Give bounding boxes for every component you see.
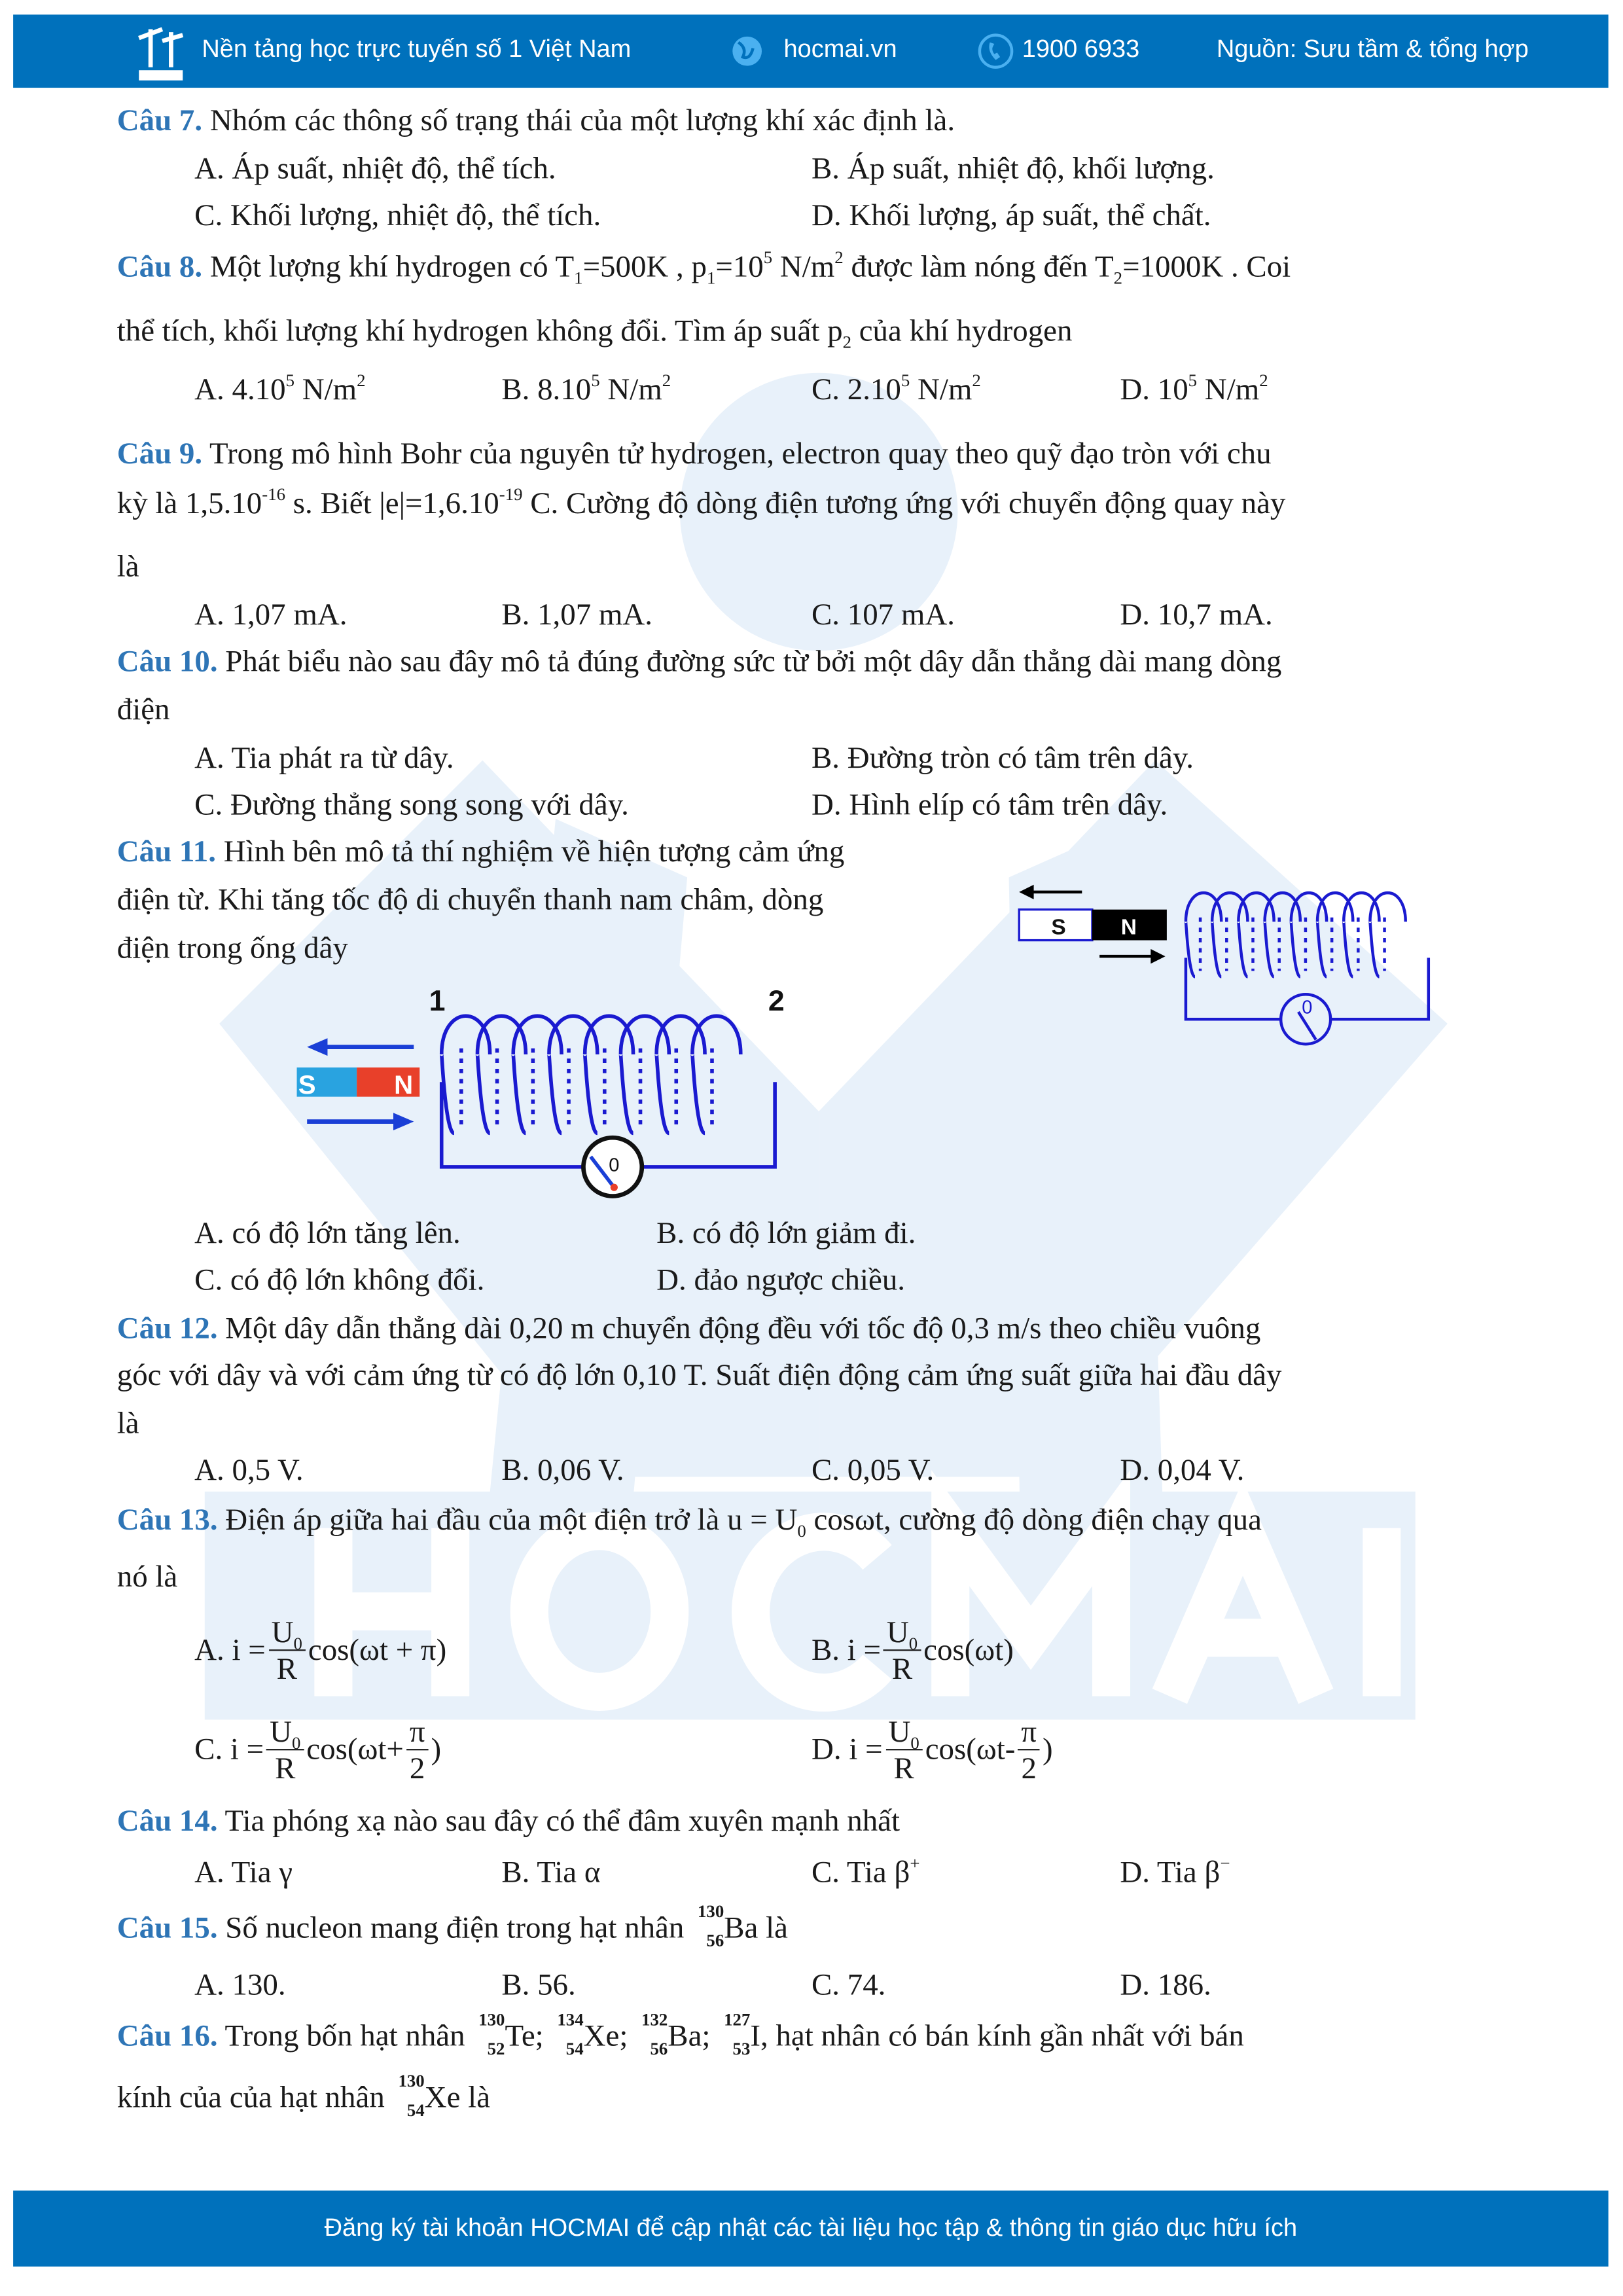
q15-option-a — [194, 1965, 285, 2003]
superscript: -19 — [499, 484, 523, 505]
text-segment: N/m — [1197, 371, 1260, 407]
magnet-n-label: N — [394, 1070, 414, 1100]
numerator: π — [1018, 1713, 1040, 1750]
mass-number: 130 — [398, 2070, 425, 2091]
fraction — [267, 1713, 304, 1785]
q15-stem — [116, 1901, 788, 1951]
atomic-number: 53 — [732, 2038, 751, 2059]
superscript: 2 — [662, 370, 671, 391]
element-symbol: Ba — [724, 1909, 758, 1945]
element-symbol: I — [750, 2018, 760, 2053]
text-segment: C. 107 mA. — [811, 596, 955, 632]
arrow-right-icon — [393, 1113, 414, 1130]
text-segment: C. Tia β — [811, 1854, 910, 1890]
superscript: 5 — [1188, 370, 1198, 391]
text-segment: A. có độ lớn tăng lên. — [194, 1215, 461, 1251]
mass-number: 130 — [698, 1901, 724, 1922]
text-segment: B. 56. — [501, 1966, 576, 2002]
element-symbol: Xe — [424, 2079, 461, 2115]
text-segment: ; — [535, 2018, 552, 2053]
text-segment: D. Hình elíp có tâm trên dây. — [811, 786, 1168, 822]
superscript: 5 — [591, 370, 600, 391]
text-segment: D. 0,04 V. — [1120, 1452, 1245, 1488]
text-segment: C. Khối lượng, nhiệt độ, thể tích. — [194, 197, 601, 233]
atomic-number: 56 — [706, 1930, 724, 1951]
q12-label: Câu 12. — [116, 1310, 218, 1346]
text-segment: =500K , p — [582, 248, 707, 284]
q7-label: Câu 7. — [116, 102, 203, 138]
galvanometer-zero: 0 — [609, 1155, 620, 1176]
q15-option-c — [812, 1965, 885, 2003]
q14-label: Câu 14. — [116, 1803, 218, 1839]
fraction-pi — [1018, 1713, 1040, 1785]
denominator: 2 — [1021, 1750, 1037, 1785]
formula-body: cos(ωt+ — [306, 1731, 404, 1767]
q12-stem-line3 — [117, 1404, 139, 1442]
nuclide-notation — [551, 2009, 584, 2059]
q12-option-b — [501, 1450, 624, 1488]
q14-option-c — [812, 1853, 920, 1891]
superscript: 5 — [285, 370, 295, 391]
text-segment: B. 1,07 mA. — [501, 596, 653, 632]
text-segment: Hình bên mô tả thí nghiệm về hiện tượng cảm ứng — [215, 833, 845, 869]
text-segment: B. 0,06 V. — [501, 1452, 624, 1488]
atomic-number: 54 — [406, 2100, 425, 2121]
text-segment: được làm nóng đến T — [843, 248, 1114, 284]
text-segment: N/m — [294, 371, 357, 407]
text-segment: C. 74. — [811, 1966, 886, 2002]
q13-option-c — [194, 1713, 441, 1785]
galvanometer-zero: 0 — [1302, 997, 1313, 1018]
nuclide-notation — [718, 2009, 751, 2059]
text-segment: ; — [702, 2018, 719, 2053]
fraction-pi — [406, 1713, 428, 1785]
text-segment: D. Khối lượng, áp suất, thể chất. — [811, 197, 1211, 233]
q11-option-b — [656, 1213, 916, 1251]
text-segment: B. Áp suất, nhiệt độ, khối lượng. — [811, 151, 1215, 186]
header-tagline: Nền tảng học trực tuyến số 1 Việt Nam — [202, 35, 632, 63]
text-segment: Phát biểu nào sau đây mô tả đúng đường sức từ bởi một dây dẫn thẳng dài mang dòng — [217, 643, 1282, 679]
numerator-subscript: 0 — [291, 1732, 301, 1753]
text-segment: A. 4.10 — [194, 371, 286, 407]
text-segment: kính của của hạt nhân — [116, 2079, 393, 2115]
superscript: 5 — [901, 370, 910, 391]
denominator: R — [276, 1651, 297, 1687]
text-segment: A. 1,07 mA. — [194, 596, 348, 632]
formula-end: ) — [1043, 1731, 1053, 1767]
text-segment: B. Đường tròn có tâm trên dây. — [811, 740, 1194, 776]
header-website-link[interactable]: hocmai.vn — [783, 35, 897, 63]
nuclide-notation — [635, 2009, 668, 2059]
figure-left-magnet-coil — [297, 985, 785, 1196]
formula-prefix: A. i = — [194, 1632, 266, 1667]
header-source: Nguồn: Sưu tầm & tổng hợp — [1216, 35, 1529, 63]
q11-option-a — [194, 1213, 461, 1251]
text-segment: D. 186. — [1120, 1966, 1211, 2002]
q14-option-a — [194, 1853, 293, 1891]
superscript: − — [1220, 1852, 1230, 1874]
q16-stem — [116, 2009, 1244, 2059]
q15-option-b — [501, 1965, 575, 2003]
text-segment: N/m — [772, 248, 835, 284]
text-segment: D. 10 — [1120, 371, 1188, 407]
atomic-number: 52 — [487, 2038, 505, 2059]
numerator-text: U — [271, 1614, 294, 1650]
formula-prefix: D. i = — [811, 1731, 883, 1767]
text-segment: , hạt nhân có bán kính gần nhất với bán — [760, 2018, 1244, 2053]
formula-body: cos(ωt- — [925, 1731, 1016, 1767]
q15-label: Câu 15. — [116, 1909, 218, 1945]
nuclide-notation — [692, 1901, 724, 1951]
text-segment: A. Tia γ — [194, 1854, 293, 1890]
solenoid-coil — [442, 1016, 741, 1133]
text-segment: C. Cường độ dòng điện tương ứng với chuyển động quay này — [522, 485, 1286, 521]
fraction — [883, 1615, 920, 1686]
q12-stem — [117, 1309, 1261, 1347]
numerator — [883, 1614, 920, 1654]
denominator: R — [893, 1750, 914, 1785]
text-segment: B. 8.10 — [501, 371, 592, 407]
q16-label: Câu 16. — [116, 2018, 218, 2053]
solenoid-coil — [1186, 893, 1406, 977]
coil-end-1-label: 1 — [429, 984, 446, 1017]
q13-stem-line2 — [117, 1557, 178, 1595]
fraction — [885, 1713, 922, 1785]
text-segment: A. Tia phát ra từ dây. — [194, 740, 454, 776]
formula-prefix: B. i = — [811, 1632, 881, 1667]
footer-bar — [13, 2191, 1609, 2267]
text-segment: D. Tia β — [1120, 1854, 1221, 1890]
superscript: -16 — [262, 484, 286, 505]
text-segment: Trong bốn hạt nhân — [217, 2018, 473, 2053]
numerator-text: U — [888, 1713, 911, 1749]
superscript: 5 — [763, 247, 773, 268]
q8-label: Câu 8. — [116, 248, 203, 284]
text-segment: C. Đường thẳng song song với dây. — [194, 786, 629, 822]
denominator: R — [891, 1651, 913, 1687]
numerator — [885, 1713, 922, 1753]
subscript: 1 — [574, 267, 583, 289]
text-segment: của khí hydrogen — [851, 313, 1073, 348]
numerator-subscript: 0 — [293, 1633, 302, 1654]
coil-end-2-label: 2 — [768, 984, 785, 1017]
subscript: 1 — [706, 267, 716, 289]
superscript: 2 — [834, 247, 844, 268]
text-segment: =1000K . Coi — [1122, 248, 1291, 284]
nuclide-notation — [473, 2009, 505, 2059]
text-segment: A. Áp suất, nhiệt độ, thể tích. — [194, 151, 556, 186]
text-segment: thể tích, khối lượng khí hydrogen không đổi. Tìm áp suất p — [116, 313, 843, 348]
subscript: 2 — [1113, 267, 1123, 289]
text-segment: ; — [619, 2018, 636, 2053]
numerator — [267, 1713, 304, 1753]
q11-option-d — [656, 1261, 905, 1299]
text-segment: nó là — [116, 1558, 178, 1594]
q14-option-b — [501, 1853, 600, 1891]
q15-option-d — [1120, 1965, 1211, 2003]
q16-stem-line2 — [116, 2070, 491, 2121]
q11-label: Câu 11. — [116, 833, 216, 869]
mass-number: 134 — [557, 2009, 584, 2030]
arrow-left-icon — [1019, 885, 1033, 899]
q12-stem-line2 — [117, 1355, 1282, 1393]
footer-text[interactable]: Đăng ký tài khoản HOCMAI để cập nhật các tài liệu học tập & thông tin giáo dục hữu ích — [324, 2214, 1298, 2242]
text-segment: Điện áp giữa hai đầu của một điện trở là u = U — [217, 1501, 798, 1537]
text-segment: Nhóm các thông số trạng thái của một lượng khí xác định là. — [202, 102, 955, 138]
text-segment: là — [758, 1909, 788, 1945]
text-segment: =10 — [715, 248, 764, 284]
text-segment: B. Tia α — [501, 1854, 601, 1890]
text-segment: Trong mô hình Bohr của nguyên tử hydrogen, electron quay theo quỹ đạo tròn với chu — [202, 435, 1272, 471]
nuclide-notation — [393, 2070, 425, 2121]
denominator: R — [275, 1750, 296, 1785]
q10-label: Câu 10. — [116, 643, 218, 679]
text-segment: A. 0,5 V. — [194, 1452, 304, 1488]
numerator-text: U — [886, 1614, 909, 1650]
q14-option-d — [1120, 1853, 1230, 1891]
superscript: 2 — [972, 370, 981, 391]
magnet-s-label: S — [1051, 915, 1066, 940]
figure-right-magnet-coil — [1019, 885, 1429, 1045]
text-segment: điện trong ống dây — [116, 929, 348, 965]
text-segment: C. 0,05 V. — [811, 1452, 935, 1488]
mass-number: 127 — [724, 2009, 751, 2030]
subscript: 0 — [797, 1520, 806, 1541]
text-segment: D. đảo ngược chiều. — [656, 1262, 906, 1297]
text-segment: là — [460, 2079, 491, 2115]
element-symbol: Te — [505, 2018, 535, 2053]
magnet-s-label: S — [298, 1070, 316, 1100]
magnet-n-label: N — [1120, 915, 1137, 940]
text-segment: Một lượng khí hydrogen có T — [202, 248, 575, 284]
text-segment: B. có độ lớn giảm đi. — [656, 1215, 916, 1251]
q13-stem — [116, 1500, 1262, 1541]
formula-body: cos(ωt) — [923, 1632, 1014, 1667]
text-segment: điện từ. Khi tăng tốc độ di chuyển thanh nam châm, dòng — [116, 882, 824, 917]
element-symbol: Ba — [668, 2018, 702, 2053]
text-segment: C. 2.10 — [811, 371, 901, 407]
formula-end: ) — [431, 1731, 442, 1767]
text-segment: C. có độ lớn không đổi. — [194, 1262, 485, 1297]
atomic-number: 56 — [650, 2038, 668, 2059]
formula-prefix: C. i = — [194, 1731, 264, 1767]
denominator: 2 — [409, 1750, 425, 1785]
q13-label: Câu 13. — [116, 1501, 218, 1537]
text-segment: Tia phóng xạ nào sau đây có thể đâm xuyên mạnh nhất — [217, 1803, 901, 1839]
q13-option-b — [812, 1615, 1014, 1686]
header-phone: 1900 6933 — [1022, 35, 1140, 63]
q13-option-a — [194, 1615, 446, 1686]
subscript: 2 — [842, 332, 852, 353]
superscript: 2 — [1259, 370, 1268, 391]
atomic-number: 54 — [565, 2038, 584, 2059]
numerator-subscript: 0 — [910, 1732, 919, 1753]
q11-option-c — [194, 1261, 484, 1299]
q14-stem — [117, 1802, 900, 1840]
superscript: + — [910, 1852, 920, 1874]
numerator — [268, 1614, 305, 1654]
text-segment: là — [116, 548, 139, 584]
text-segment: Số nucleon mang điện trong hạt nhân — [217, 1909, 692, 1945]
q12-option-c — [812, 1450, 934, 1488]
element-symbol: Xe — [583, 2018, 620, 2053]
q9-label: Câu 9. — [116, 435, 203, 471]
q12-option-d — [1120, 1450, 1244, 1488]
text-segment: N/m — [910, 371, 972, 407]
text-segment: D. 10,7 mA. — [1120, 596, 1273, 632]
formula-body: cos(ωt + π) — [308, 1632, 447, 1667]
q12-option-a — [194, 1450, 303, 1488]
q13-option-d — [812, 1713, 1053, 1785]
arrow-left-icon — [307, 1038, 327, 1056]
mass-number: 130 — [478, 2009, 505, 2030]
numerator-subscript: 0 — [908, 1633, 918, 1654]
text-segment: là — [116, 1405, 139, 1441]
mass-number: 132 — [641, 2009, 668, 2030]
text-segment: Một dây dẫn thẳng dài 0,20 m chuyển động đều với tốc độ 0,3 m/s theo chiều vuông — [217, 1310, 1261, 1346]
text-segment: s. Biết |e|=1,6.10 — [285, 485, 499, 521]
fraction — [268, 1615, 305, 1686]
text-segment: A. 130. — [194, 1966, 286, 2002]
text-segment: điện — [116, 691, 170, 727]
text-segment: N/m — [599, 371, 662, 407]
numerator-text: U — [270, 1713, 292, 1749]
text-segment: cosωt, cường độ dòng điện chạy qua — [806, 1501, 1262, 1537]
text-segment: kỳ là 1,5.10 — [116, 485, 262, 521]
superscript: 2 — [357, 370, 366, 391]
text-segment: góc với dây và với cảm ứng từ có độ lớn 0,10 T. Suất điện động cảm ứng suất giữa hai đầu dây — [116, 1357, 1282, 1392]
arrow-right-icon — [1150, 949, 1165, 963]
numerator: π — [406, 1713, 428, 1750]
